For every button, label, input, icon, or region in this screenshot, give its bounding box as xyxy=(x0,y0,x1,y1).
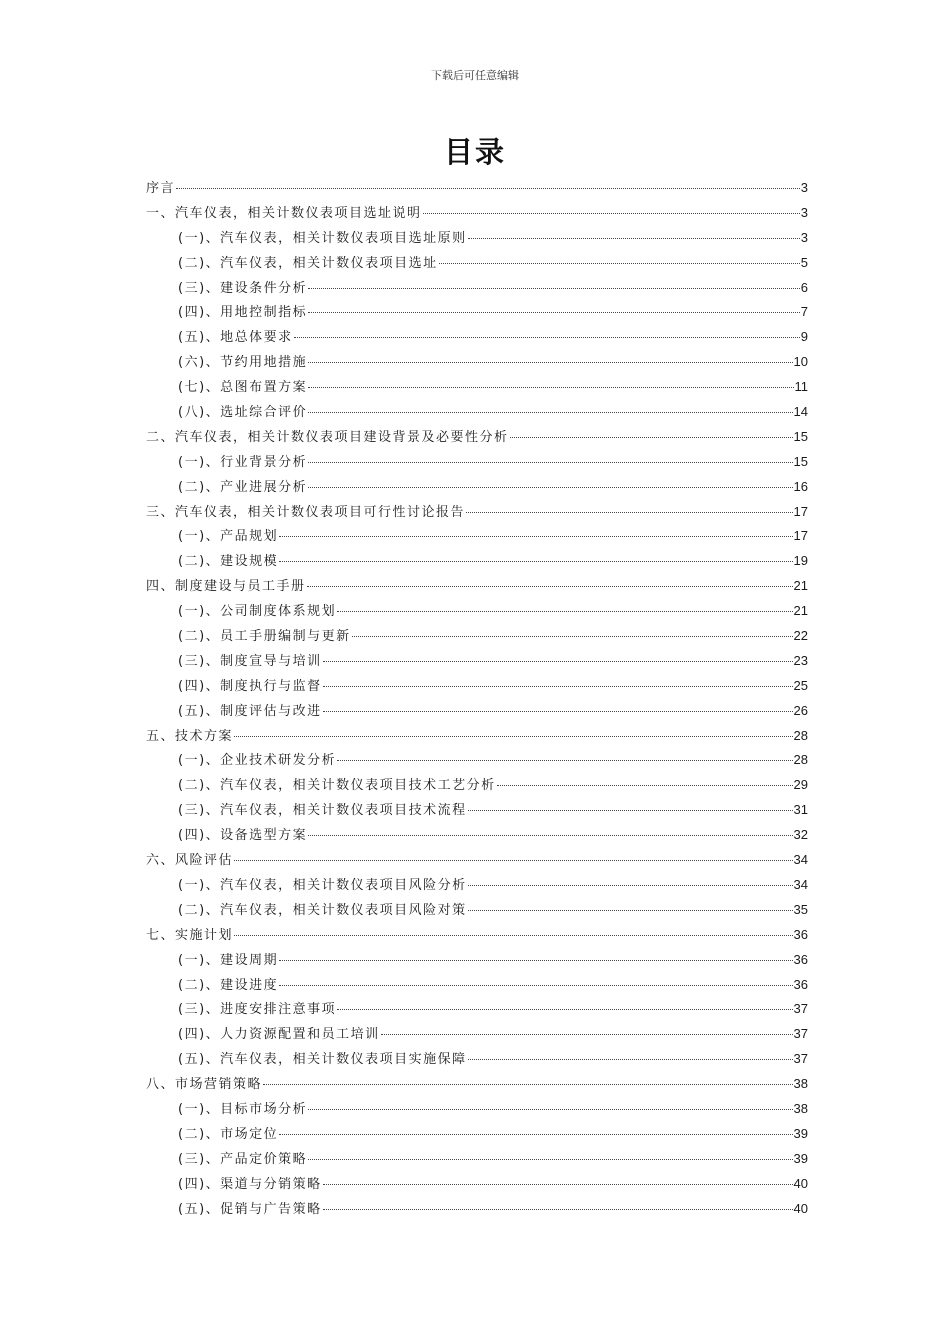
toc-dot-leader xyxy=(381,1034,793,1035)
toc-entry-page-number: 37 xyxy=(793,1051,808,1067)
toc-entry-page-number: 35 xyxy=(793,901,808,917)
toc-entry-label: (一)、汽车仪表，相关计数仪表项目选址原则 xyxy=(178,230,467,246)
toc-entry[interactable] xyxy=(146,325,808,350)
toc-entry[interactable] xyxy=(146,475,808,500)
toc-dot-leader xyxy=(497,785,793,786)
toc-entry-page-number: 17 xyxy=(793,528,808,544)
toc-entry[interactable] xyxy=(146,973,808,998)
toc-entry[interactable] xyxy=(146,773,808,798)
toc-entry-label: (二)、汽车仪表，相关计数仪表项目选址 xyxy=(178,255,438,271)
toc-entry[interactable] xyxy=(146,699,808,724)
toc-dot-leader xyxy=(279,536,792,537)
toc-entry-page-number: 39 xyxy=(793,1150,808,1166)
toc-dot-leader xyxy=(468,810,793,811)
table-of-contents xyxy=(146,176,808,1221)
toc-entry[interactable] xyxy=(146,798,808,823)
toc-entry-page-number: 28 xyxy=(793,727,808,743)
toc-entry[interactable] xyxy=(146,549,808,574)
header-note: 下载后可任意编辑 xyxy=(431,69,519,82)
toc-entry-label: (一)、企业技术研发分析 xyxy=(178,753,337,769)
toc-entry-label: (一)、公司制度体系规划 xyxy=(178,604,337,620)
toc-title: 目录 xyxy=(443,135,506,169)
toc-entry[interactable] xyxy=(146,500,808,525)
toc-entry-label: 序言 xyxy=(146,181,176,196)
toc-entry[interactable] xyxy=(146,1122,808,1147)
toc-dot-leader xyxy=(308,362,792,363)
toc-dot-leader xyxy=(308,487,792,488)
toc-entry[interactable] xyxy=(146,724,808,749)
toc-entry-page-number: 14 xyxy=(793,404,808,420)
toc-dot-leader xyxy=(323,1184,793,1185)
toc-entry-page-number: 28 xyxy=(793,752,808,768)
toc-entry-label: 八、市场营销策略 xyxy=(146,1077,263,1093)
toc-entry-page-number: 3 xyxy=(800,229,808,245)
toc-dot-leader xyxy=(279,960,792,961)
toc-entry-label: (三)、制度宣导与培训 xyxy=(178,653,322,669)
toc-entry-label: (一)、目标市场分析 xyxy=(178,1101,308,1117)
toc-entry-page-number: 11 xyxy=(794,379,808,395)
toc-dot-leader xyxy=(468,885,793,886)
toc-entry-page-number: 10 xyxy=(793,354,808,370)
toc-dot-leader xyxy=(323,711,793,712)
toc-dot-leader xyxy=(308,835,792,836)
toc-entry[interactable] xyxy=(146,1022,808,1047)
toc-entry-page-number: 16 xyxy=(793,478,808,494)
toc-dot-leader xyxy=(308,462,792,463)
toc-dot-leader xyxy=(323,661,793,662)
toc-entry-page-number: 21 xyxy=(793,578,808,594)
toc-entry-page-number: 29 xyxy=(793,777,808,793)
toc-entry-label: 七、实施计划 xyxy=(146,927,234,943)
toc-entry[interactable] xyxy=(146,176,808,201)
toc-entry-page-number: 9 xyxy=(800,329,808,345)
toc-dot-leader xyxy=(337,611,792,612)
toc-entry[interactable] xyxy=(146,276,808,301)
toc-entry-label: 六、风险评估 xyxy=(146,853,234,869)
toc-entry-page-number: 3 xyxy=(800,204,808,220)
toc-dot-leader xyxy=(468,238,800,239)
toc-entry-page-number: 37 xyxy=(793,1001,808,1017)
toc-entry[interactable] xyxy=(146,1072,808,1097)
toc-entry[interactable] xyxy=(146,848,808,873)
toc-entry[interactable] xyxy=(146,400,808,425)
toc-dot-leader xyxy=(234,736,793,737)
toc-entry-label: (二)、建设规模 xyxy=(178,554,279,570)
toc-entry-page-number: 38 xyxy=(793,1100,808,1116)
toc-entry-label: (五)、地总体要求 xyxy=(178,330,293,346)
toc-entry[interactable] xyxy=(146,948,808,973)
toc-entry-label: (三)、建设条件分析 xyxy=(178,280,308,296)
toc-entry[interactable] xyxy=(146,226,808,251)
toc-entry-label: (八)、选址综合评价 xyxy=(178,405,308,421)
toc-dot-leader xyxy=(308,1109,792,1110)
toc-entry[interactable] xyxy=(146,674,808,699)
toc-entry[interactable] xyxy=(146,599,808,624)
toc-dot-leader xyxy=(279,985,792,986)
toc-entry-page-number: 3 xyxy=(800,180,808,195)
toc-entry[interactable] xyxy=(146,997,808,1022)
toc-dot-leader xyxy=(337,1009,792,1010)
toc-entry-page-number: 5 xyxy=(800,254,808,270)
toc-entry-label: (五)、促销与广告策略 xyxy=(178,1201,322,1217)
toc-dot-leader xyxy=(308,312,800,313)
toc-entry-page-number: 26 xyxy=(793,702,808,718)
toc-entry-label: (三)、产品定价策略 xyxy=(178,1151,308,1167)
toc-entry-label: (七)、总图布置方案 xyxy=(178,380,308,396)
toc-dot-leader xyxy=(337,760,792,761)
toc-entry-page-number: 6 xyxy=(800,279,808,295)
toc-entry-label: 四、制度建设与员工手册 xyxy=(146,579,306,595)
toc-dot-leader xyxy=(234,935,793,936)
toc-entry-label: 三、汽车仪表，相关计数仪表项目可行性讨论报告 xyxy=(146,504,466,520)
toc-entry-label: (一)、建设周期 xyxy=(178,952,279,968)
toc-entry[interactable] xyxy=(146,524,808,549)
toc-dot-leader xyxy=(263,1084,793,1085)
toc-entry[interactable] xyxy=(146,450,808,475)
toc-dot-leader xyxy=(294,337,800,338)
toc-dot-leader xyxy=(308,412,792,413)
toc-entry[interactable] xyxy=(146,1172,808,1197)
toc-entry-page-number: 34 xyxy=(793,852,808,868)
toc-entry[interactable] xyxy=(146,649,808,674)
toc-entry-label: (二)、汽车仪表，相关计数仪表项目风险对策 xyxy=(178,902,467,918)
toc-entry[interactable] xyxy=(146,923,808,948)
toc-dot-leader xyxy=(279,1134,792,1135)
toc-dot-leader xyxy=(439,263,800,264)
toc-entry-page-number: 19 xyxy=(793,553,808,569)
toc-entry-label: (四)、人力资源配置和员工培训 xyxy=(178,1027,380,1043)
toc-entry-page-number: 40 xyxy=(793,1175,808,1191)
toc-entry[interactable] xyxy=(146,624,808,649)
toc-entry[interactable] xyxy=(146,1097,808,1122)
toc-entry[interactable] xyxy=(146,1047,808,1072)
toc-entry[interactable] xyxy=(146,425,808,450)
toc-dot-leader xyxy=(279,561,792,562)
toc-entry[interactable] xyxy=(146,350,808,375)
toc-dot-leader xyxy=(468,1059,793,1060)
toc-entry-page-number: 7 xyxy=(800,304,808,320)
toc-entry[interactable] xyxy=(146,251,808,276)
toc-entry[interactable] xyxy=(146,898,808,923)
toc-dot-leader xyxy=(466,512,793,513)
toc-entry-label: (五)、汽车仪表，相关计数仪表项目实施保障 xyxy=(178,1052,467,1068)
toc-dot-leader xyxy=(423,213,800,214)
toc-entry-page-number: 15 xyxy=(793,428,808,444)
toc-entry-page-number: 31 xyxy=(793,802,808,818)
toc-entry[interactable] xyxy=(146,1197,808,1222)
toc-entry-label: (一)、行业背景分析 xyxy=(178,454,308,470)
toc-entry-page-number: 39 xyxy=(793,1125,808,1141)
toc-entry-label: (四)、设备选型方案 xyxy=(178,828,308,844)
toc-entry-page-number: 21 xyxy=(793,603,808,619)
toc-dot-leader xyxy=(234,860,793,861)
toc-entry-label: 一、汽车仪表，相关计数仪表项目选址说明 xyxy=(146,205,422,221)
toc-entry-page-number: 36 xyxy=(793,976,808,992)
toc-entry-label: (四)、渠道与分销策略 xyxy=(178,1176,322,1192)
toc-entry-label: 二、汽车仪表，相关计数仪表项目建设背景及必要性分析 xyxy=(146,429,509,445)
toc-entry-page-number: 15 xyxy=(793,453,808,469)
toc-entry[interactable] xyxy=(146,574,808,599)
toc-entry[interactable] xyxy=(146,201,808,226)
toc-entry[interactable] xyxy=(146,375,808,400)
toc-entry-label: (二)、建设进度 xyxy=(178,977,279,993)
toc-dot-leader xyxy=(307,586,793,587)
toc-entry-page-number: 34 xyxy=(793,876,808,892)
toc-entry-page-number: 22 xyxy=(793,628,808,644)
toc-entry-label: 五、技术方案 xyxy=(146,728,234,744)
toc-entry-label: (二)、汽车仪表，相关计数仪表项目技术工艺分析 xyxy=(178,778,496,794)
toc-dot-leader xyxy=(323,1209,793,1210)
toc-dot-leader xyxy=(323,686,793,687)
toc-entry-label: (二)、市场定位 xyxy=(178,1126,279,1142)
toc-entry[interactable] xyxy=(146,748,808,773)
toc-entry-page-number: 40 xyxy=(793,1200,808,1216)
toc-entry-label: (三)、汽车仪表，相关计数仪表项目技术流程 xyxy=(178,803,467,819)
toc-entry-page-number: 36 xyxy=(793,926,808,942)
toc-entry-label: (二)、产业进展分析 xyxy=(178,479,308,495)
toc-entry-label: (四)、用地控制指标 xyxy=(178,305,308,321)
toc-entry-page-number: 25 xyxy=(793,677,808,693)
toc-entry-page-number: 38 xyxy=(793,1076,808,1092)
toc-entry[interactable] xyxy=(146,300,808,325)
toc-dot-leader xyxy=(308,1159,792,1160)
toc-entry-label: (一)、汽车仪表，相关计数仪表项目风险分析 xyxy=(178,877,467,893)
toc-entry-label: (四)、制度执行与监督 xyxy=(178,678,322,694)
toc-entry-page-number: 37 xyxy=(793,1026,808,1042)
toc-entry[interactable] xyxy=(146,823,808,848)
toc-dot-leader xyxy=(176,188,800,189)
toc-entry[interactable] xyxy=(146,873,808,898)
toc-entry-label: (一)、产品规划 xyxy=(178,529,279,545)
toc-entry-label: (五)、制度评估与改进 xyxy=(178,703,322,719)
toc-entry-page-number: 32 xyxy=(793,827,808,843)
toc-entry-page-number: 36 xyxy=(793,951,808,967)
toc-dot-leader xyxy=(308,387,793,388)
toc-dot-leader xyxy=(308,288,800,289)
toc-dot-leader xyxy=(352,636,793,637)
toc-entry-label: (三)、进度安排注意事项 xyxy=(178,1002,337,1018)
toc-entry-label: (二)、员工手册编制与更新 xyxy=(178,629,351,645)
toc-dot-leader xyxy=(510,437,793,438)
toc-entry-page-number: 17 xyxy=(793,503,808,519)
toc-dot-leader xyxy=(468,910,793,911)
toc-entry-page-number: 23 xyxy=(793,652,808,668)
toc-entry-label: (六)、节约用地措施 xyxy=(178,355,308,371)
toc-entry[interactable] xyxy=(146,1147,808,1172)
